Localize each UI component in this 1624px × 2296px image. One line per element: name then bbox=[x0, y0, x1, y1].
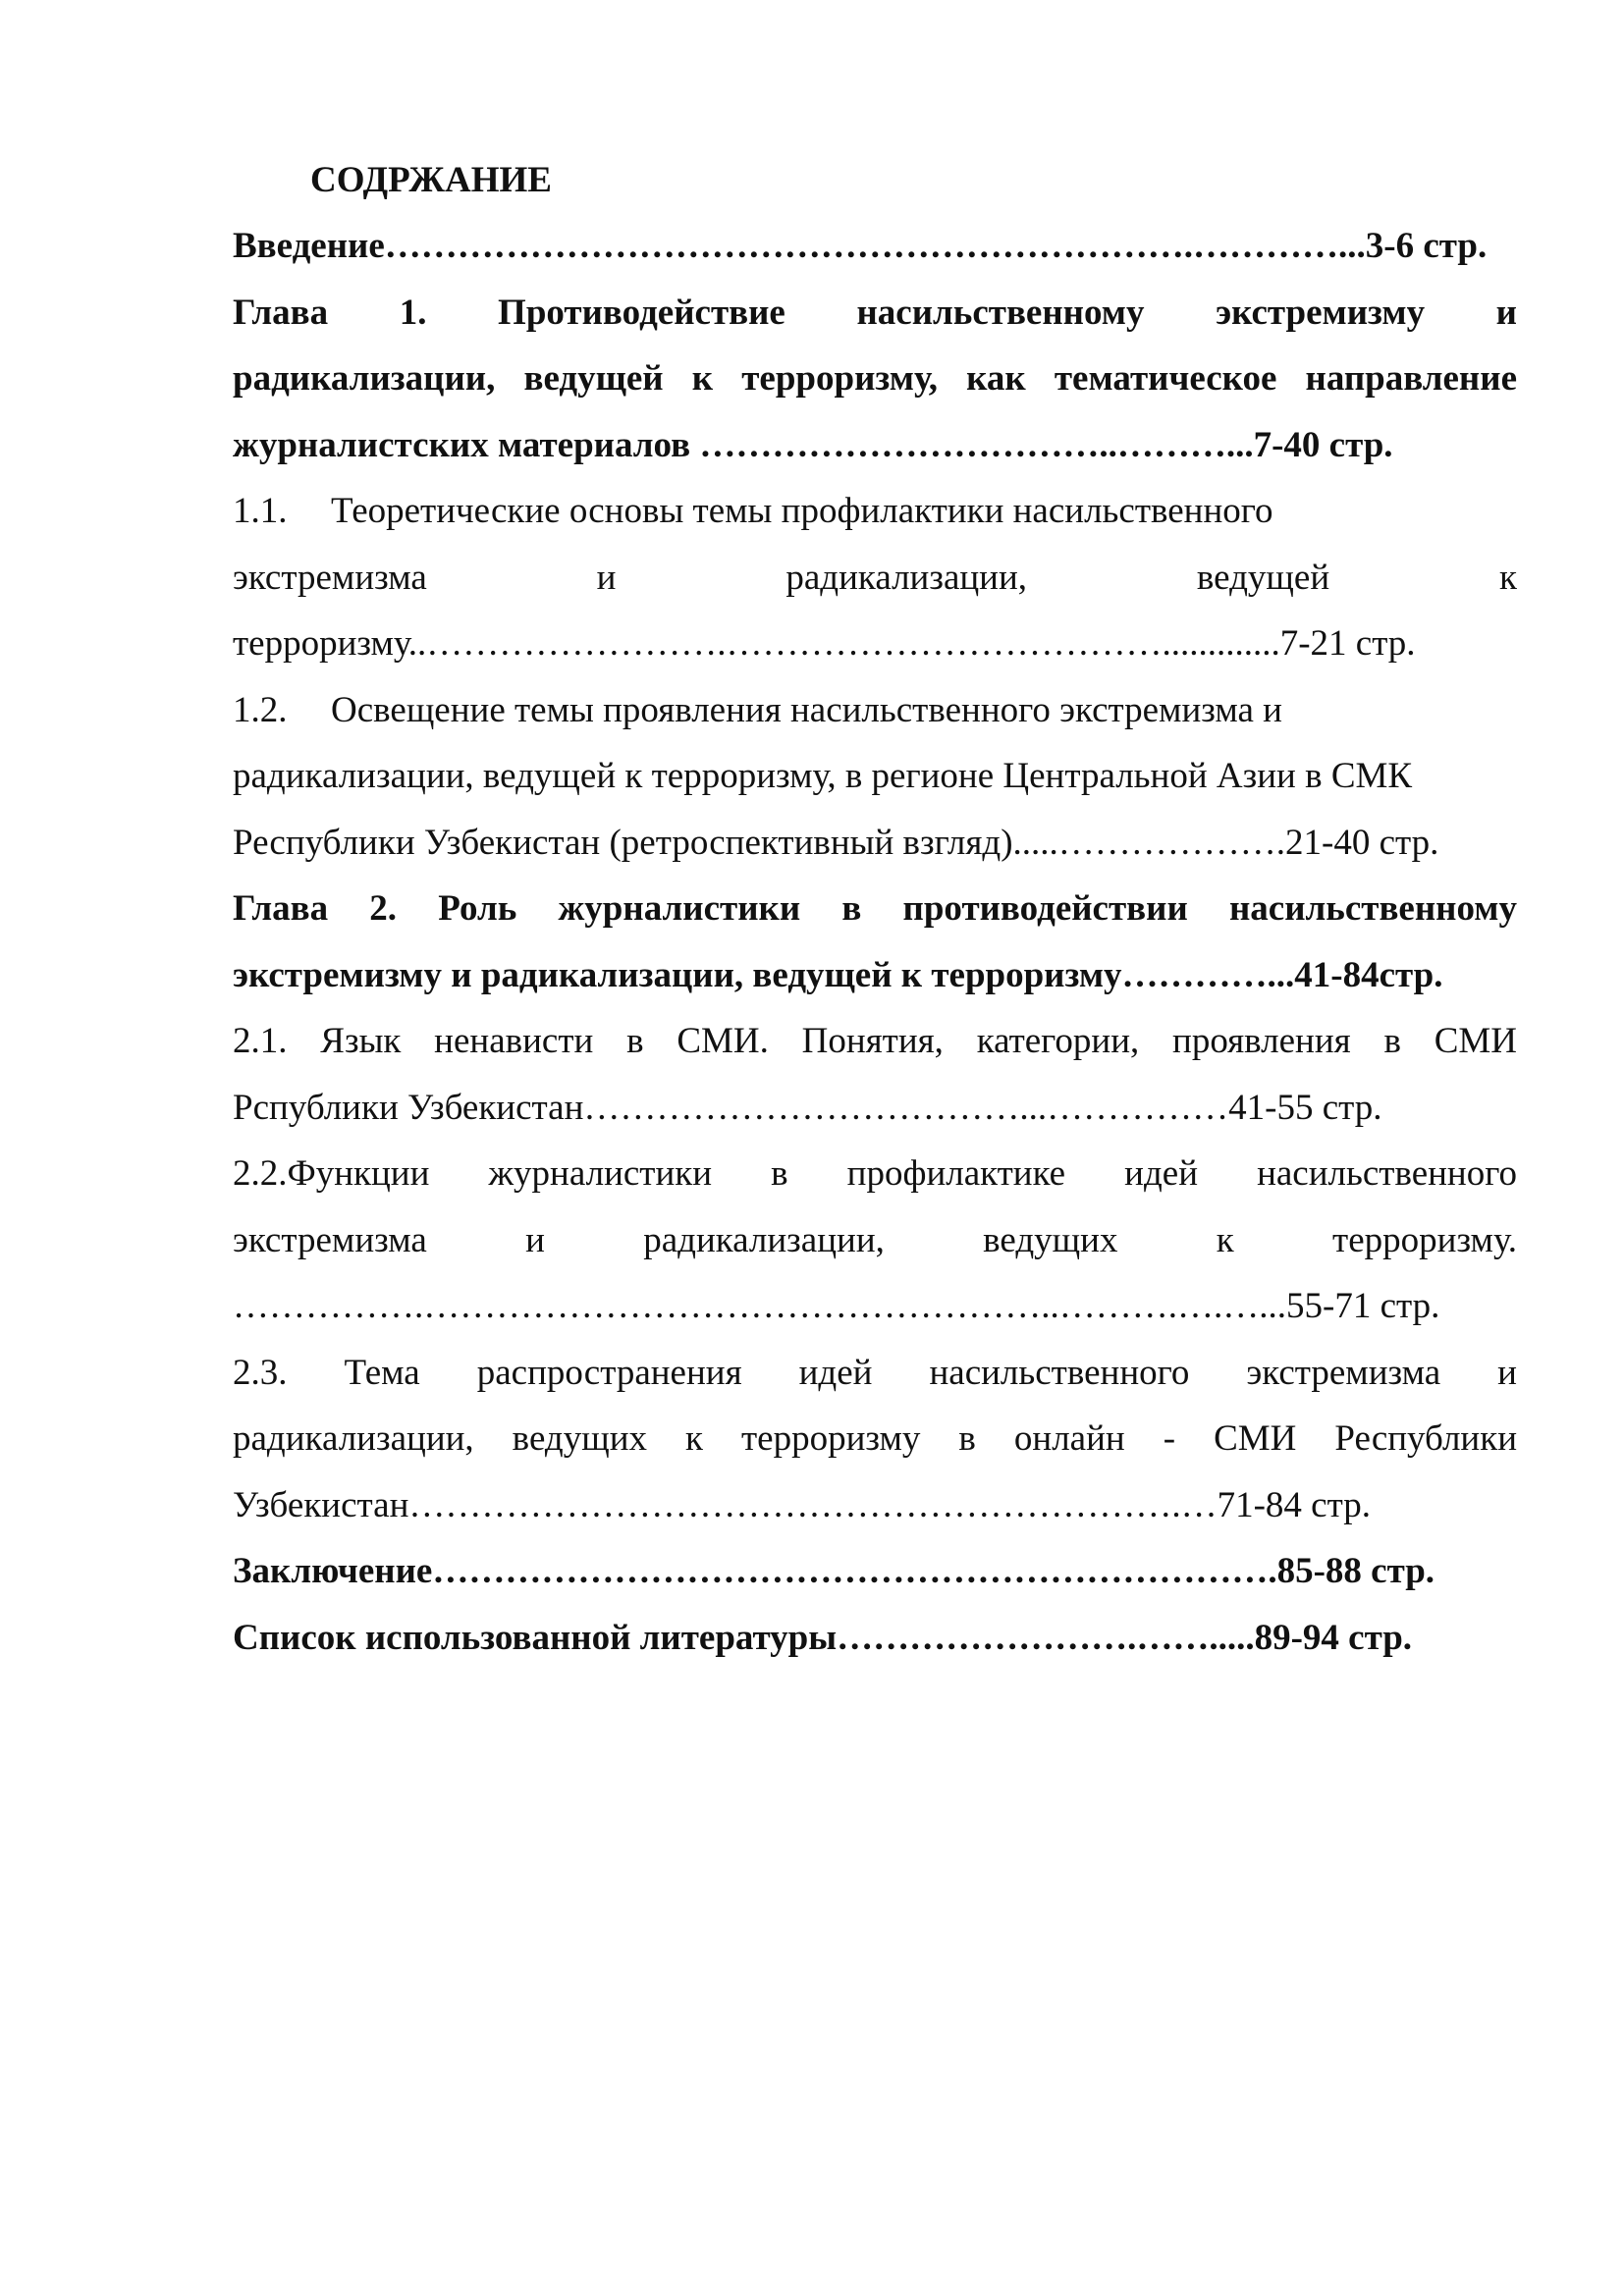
toc-section-1-1-number: 1.1. bbox=[233, 491, 288, 531]
toc-chapter-1-line-3: журналистских материалов ……………………………..………...7-40 стр. bbox=[233, 424, 1393, 465]
toc-section-1-2-line-2: радикализации, ведущей к терроризму, в регионе Центральной Азии в СМК bbox=[233, 756, 1413, 796]
toc-section-1-1-line-3: терроризму..…………………….……………………………….............7-21 стр. bbox=[233, 623, 1416, 664]
toc-section-2-2-line-2: экстремизма и радикализации, ведущих к терроризму. bbox=[233, 1219, 1517, 1260]
toc-title: СОДРЖАНИЕ bbox=[310, 160, 552, 200]
toc-section-2-1-line-1: 2.1. Язык ненависти в СМИ. Понятия, категории, проявления в СМИ bbox=[233, 1021, 1517, 1061]
toc-section-1-2-text: Освещение темы проявления насильственного экстремизма и bbox=[331, 689, 1282, 730]
toc-section-2-3-line-2: радикализации, ведущих к терроризму в онлайн - СМИ Республики bbox=[233, 1418, 1517, 1459]
toc-entry-references: Список использованной литературы…………………….…….....89-94 стр. bbox=[233, 1617, 1413, 1658]
toc-chapter-1-line-2: радикализации, ведущей к терроризму, как тематическое направление bbox=[233, 358, 1517, 399]
toc-entry-introduction: Введение………………………………………………………….…………...3-6 стр. bbox=[233, 226, 1488, 266]
toc-chapter-2-line-2: экстремизму и радикализации, ведущей к терроризму…………...41-84стр. bbox=[233, 954, 1443, 995]
toc-section-2-3-line-1: 2.3. Тема распространения идей насильственного экстремизма и bbox=[233, 1352, 1517, 1393]
toc-section-1-2-line-1 bbox=[233, 677, 1517, 744]
table-of-contents bbox=[233, 147, 1517, 1671]
toc-chapter-2-line-1: Глава 2. Роль журналистики в противодействии насильственному bbox=[233, 888, 1517, 929]
toc-section-1-2-line-3: Республики Узбекистан (ретроспективный взгляд).....……………….21-40 стр. bbox=[233, 822, 1439, 863]
toc-section-1-2-number: 1.2. bbox=[233, 689, 288, 730]
toc-section-2-2-line-3: …………….……………………………………………..……….….…...55-71 стр. bbox=[233, 1286, 1440, 1326]
toc-section-1-1-text: Теоретические основы темы профилактики насильственного bbox=[331, 491, 1273, 531]
toc-section-2-2-line-1: 2.2.Функции журналистики в профилактике идей насильственного bbox=[233, 1153, 1517, 1194]
toc-chapter-1-line-1: Глава 1. Противодействие насильственному экстремизму и bbox=[233, 292, 1517, 333]
toc-section-2-1-line-2: Рспублики Узбекистан………………………………...……………41-55 стр. bbox=[233, 1087, 1382, 1128]
toc-section-1-1-line-2: экстремизма и радикализации, ведущей к bbox=[233, 557, 1517, 598]
toc-entry-conclusion: Заключение…………………………………………………………….85-88 стр. bbox=[233, 1551, 1435, 1591]
toc-section-2-3-line-3: Узбекистан……………………………………………………….…71-84 стр. bbox=[233, 1484, 1371, 1525]
toc-section-1-1-line-1 bbox=[233, 478, 1517, 545]
